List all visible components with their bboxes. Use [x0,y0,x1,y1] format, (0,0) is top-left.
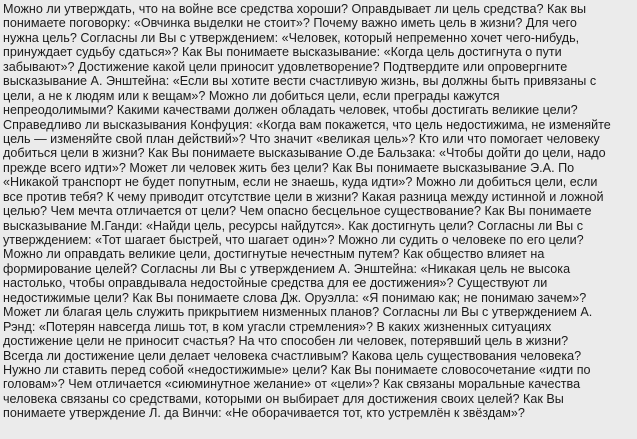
text-line: Может ли благая цель служить прикрытием низменных планов? Согласны ли Вы с утверждением А. [3,305,593,320]
text-line: понимаете поговорку: «Овчинка выделки не стоит»? Почему важно иметь цель в жизни? Для чего [3,16,577,31]
text-line: Всегда ли достижение цели делает человека счастливым? Какова цель существования человека? [3,348,582,363]
text-line: «Никакой транспорт не будет попутным, если не знаешь, куда идти»? Можно ли добиться цели, если [3,175,598,190]
text-line: цели, а не к людям или к вещам»? Можно ли добиться цели, если преграды кажутся [3,88,500,103]
text-line: Нужно ли ставить перед собой «недостижимые» цели? Как Вы понимаете словосочетание «идти по [3,362,591,377]
text-line: прежде всего идти»? Может ли человек жить без цели? Как Вы понимаете высказывание Э.А. По [3,160,575,175]
essay-questions-text [3,2,634,421]
text-line: Можно ли утверждать, что на войне все средства хороши? Оправдывает ли цель средства? Как вы [3,2,587,16]
text-line: человека связаны со средствами, которыми он выбирает для достижения своих целей? Как Вы [3,391,564,406]
text-line: принуждает судьбу сдаться»? Как Вы понимаете высказывание: «Когда цель достигнута о пути [3,45,562,60]
text-line: утверждением: «Тот шагает быстрей, что шагает один»? Можно ли судить о человеке по его цели? [3,233,584,247]
text-line: понимаете утверждение Л. да Винчи: «Не оборачивается тот, кто устремлён к звёздам»? [3,406,525,421]
text-line: Рэнд: «Потерян навсегда лишь тот, в ком угасли стремления»? В каких жизненных ситуациях [3,319,552,334]
text-line: Можно ли оправдать великие цели, достигнутые нечестным путем? Как общество влияет на [3,247,545,262]
text-line: высказывание М.Ганди: «Найди цель, ресурсы найдутся». Как достигнуть цели? Согласны ли Вы с [3,218,583,233]
text-line: добиться цели в жизни? Как Вы понимаете высказывание О.де Бальзака: «Чтобы дойти до цели, надо [3,146,606,161]
text-line: головам»? Чем отличается «сиюминутное желание» от «цели»? Как связаны моральные качества [3,377,581,392]
text-line: недостижимые цели? Как Вы понимаете слова Дж. Оруэлла: «Я понимаю как; не понимаю зачем»? [3,290,587,305]
text-line: цель — изменяйте свой план действий»? Что значит «великая цель»? Кто или что помогает человеку [3,131,600,146]
text-line: забывают»? Достижение какой цели приносит удовлетворение? Подтвердите или опровергните [3,59,568,74]
text-line: все против тебя? К чему приводит отсутствие цели в жизни? Какая разница между истинной и ложной [3,189,604,204]
text-line: высказывание А. Энштейна: «Если вы хотите вести счастливую жизнь, вы должны быть привязаны с [3,74,597,89]
text-line: целью? Чем мечта отличается от цели? Чем опасно бесцельное существование? Как Вы понимаете [3,204,592,219]
text-line: нужна цель? Согласны ли Вы с утверждением: «Человек, который непременно хочет чего-нибудь, [3,30,580,45]
text-line: формирование целей? Согласны ли Вы с утверждением А. Энштейна: «Никакая цель не высока [3,261,571,276]
text-line: непреодолимыми? Какими качествами должен обладать человек, чтобы достигать великие цели? [3,103,578,118]
text-line: настолько, чтобы оправдывала недостойные средства для ее достижения»? Существуют ли [3,276,548,291]
text-line: достижение цели не приносит счастья? На что способен ли человек, потерявший цель в жизни? [3,334,569,349]
text-line: Справедливо ли высказывания Конфуция: «Когда вам покажется, что цель недостижима, не изменяйте [3,117,611,132]
